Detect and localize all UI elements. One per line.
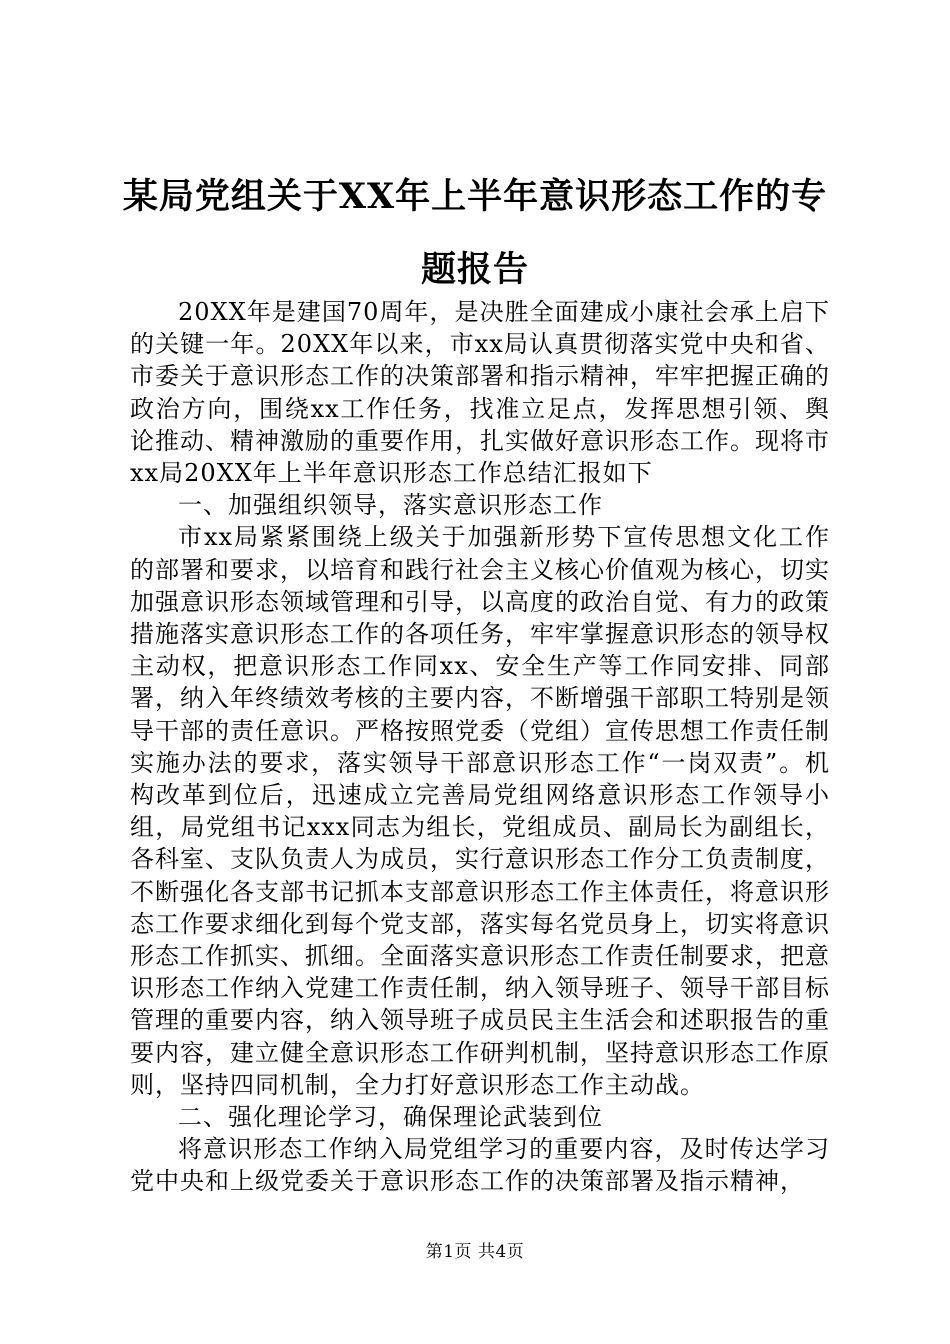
page-footer: 第1页 共4页 xyxy=(425,1242,525,1262)
intro-paragraph: 20XX年是建国70周年，是决胜全面建成小康社会承上启下的关键一年。20XX年以来，市xx局认真贯彻落实党中央和省、市委关于意识形态工作的决策部署和指示精神，牢牢把握正确的政治方向，围绕xx工作任务，找准立足点，发挥思想引领、舆论推动、精神激励的重要作用，扎实做好意识形态工作。现将市xx局20XX年上半年意识形态工作总结汇报如下 xyxy=(130,298,830,488)
document-title: 某局党组关于XX年上半年意识形态工作的专题报告 xyxy=(122,176,828,290)
section-2-heading: 二、强化理论学习，确保理论武装到位 xyxy=(178,1103,603,1132)
document-body xyxy=(130,296,830,1198)
section-1-heading: 一、加强组织领导，落实意识形态工作 xyxy=(178,491,603,520)
section-1-paragraph: 市xx局紧紧围绕上级关于加强新形势下宣传思想文化工作的部署和要求，以培育和践行社会主义核心价值观为核心，切实加强意识形态领域管理和引导，以高度的政治自觉、有力的政策措施落实意识形态工作的各项任务，牢牢掌握意识形态的领导权主动权，把意识形态工作同xx、安全生产等工作同安排、同部署，纳入年终绩效考核的主要内容，不断增强干部职工特别是领导干部的责任意识。严格按照党委（党组）宣传思想工作责任制实施办法的要求，落实领导干部意识形态工作“一岗双责”。机构改革到位后，迅速成立完善局党组网络意识形态工作领导小组，局党组书记xxx同志为组长，党组成员、副局长为副组长，各科室、支队负责人为成员，实行意识形态工作分工负责制度，不断强化各支部书记抓本支部意识形态工作主体责任，将意识形态工作要求细化到每个党支部，落实每名党员身上，切实将意识形态工作抓实、抓细。全面落实意识形态工作责任制要求，把意识形态工作纳入党建工作责任制，纳入领导班子、领导干部目标管理的重要内容，纳入领导班子成员民主生活会和述职报告的重要内容，建立健全意识形态工作研判机制，坚持意识形态工作原则，坚持四同机制，全力打好意识形态工作主动战。 xyxy=(130,523,830,1099)
section-2-paragraph: 将意识形态工作纳入局党组学习的重要内容，及时传达学习党中央和上级党委关于意识形态工作的决策部署及指示精神， xyxy=(130,1135,830,1196)
